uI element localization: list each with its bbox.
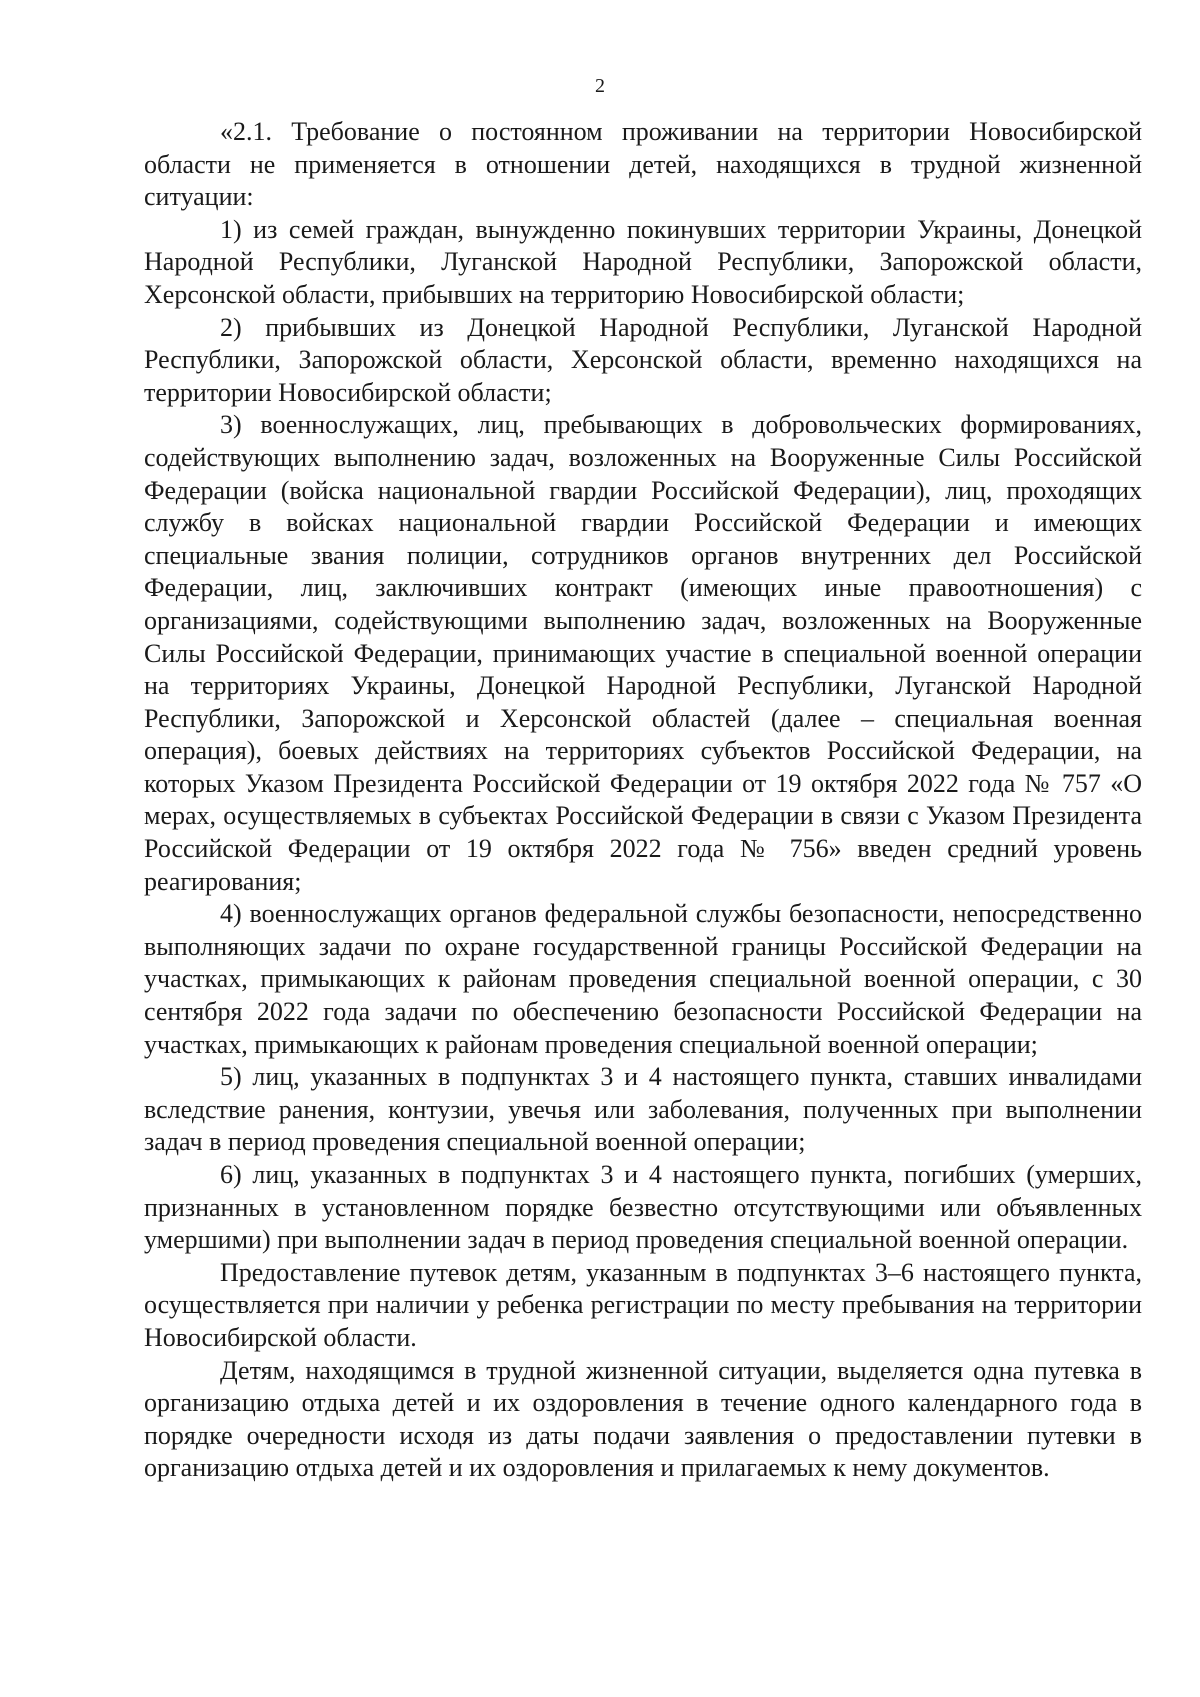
paragraph-intro: «2.1. Требование о постоянном проживании на территории Новосибирской области не применяется в отношении детей, находящихся в трудной жизненной ситуации: <box>144 117 1142 212</box>
paragraph-item-1: 1) из семей граждан, вынужденно покинувших территории Украины, Донецкой Народной Республики, Луганской Народной Республики, Запорожской области, Херсонской области, прибывших на территорию Новосибирской области; <box>144 214 1142 309</box>
paragraph-item-5: 5) лиц, указанных в подпунктах 3 и 4 настоящего пункта, ставших инвалидами вследствие ранения, контузии, увечья или заболевания, полученных при выполнении задач в период проведения специальной военной операции; <box>144 1062 1142 1157</box>
paragraph-registration: Предоставление путевок детям, указанным в подпунктах 3–6 настоящего пункта, осуществляется при наличии у ребенка регистрации по месту пребывания на территории Новосибирской области. <box>144 1257 1142 1352</box>
paragraph-voucher: Детям, находящимся в трудной жизненной ситуации, выделяется одна путевка в организацию отдыха детей и их оздоровления в течение одного календарного года в порядке очередности исходя из даты подачи заявления о предоставлении путевки в организацию отдыха детей и их оздоровления и прилагаемых к нему документов. <box>144 1355 1142 1483</box>
paragraph-item-3: 3) военнослужащих, лиц, пребывающих в добровольческих формированиях, содействующих выполнению задач, возложенных на Вооруженные Силы Российской Федерации (войска национальной гвардии Российской Федерации), лиц, проходящих службу в войсках национальной гвардии Российской Федерации и имеющих специальные звания полиции, сотрудников органов внутренних дел Российской Федерации, лиц, заключивших контракт (имеющих иные правоотношения) с организациями, содействующими выполнению задач, возложенных на Вооруженные Силы Российской Федерации, принимающих участие в специальной военной операции на территориях Украины, Донецкой Народной Республики, Луганской Народной Республики, Запорожской и Херсонской областей (далее – специальная военная операция), боевых действиях на территориях субъектов Российской Федерации, на которых Указом Президента Российской Федерации от 19 октября 2022 года № 757 «О мерах, осуществляемых в субъектах Российской Федерации в связи с Указом Президента Российской Федерации от 19 октября 2022 года № 756» введен средний уровень реагирования; <box>144 410 1142 896</box>
page-number: 2 <box>595 75 605 97</box>
document-body <box>144 116 1142 1485</box>
paragraph-item-4: 4) военнослужащих органов федеральной службы безопасности, непосредственно выполняющих задачи по охране государственной границы Российской Федерации на участках, примыкающих к районам проведения специальной военной операции, с 30 сентября 2022 года задачи по обеспечению безопасности Российской Федерации на участках, примыкающих к районам проведения специальной военной операции; <box>144 899 1142 1059</box>
paragraph-item-2: 2) прибывших из Донецкой Народной Республики, Луганской Народной Республики, Запорожской области, Херсонской области, временно находящихся на территории Новосибирской области; <box>144 312 1142 407</box>
paragraph-item-6: 6) лиц, указанных в подпунктах 3 и 4 настоящего пункта, погибших (умерших, признанных в установленном порядке безвестно отсутствующими или объявленных умершими) при выполнении задач в период проведения специальной военной операции. <box>144 1160 1142 1255</box>
